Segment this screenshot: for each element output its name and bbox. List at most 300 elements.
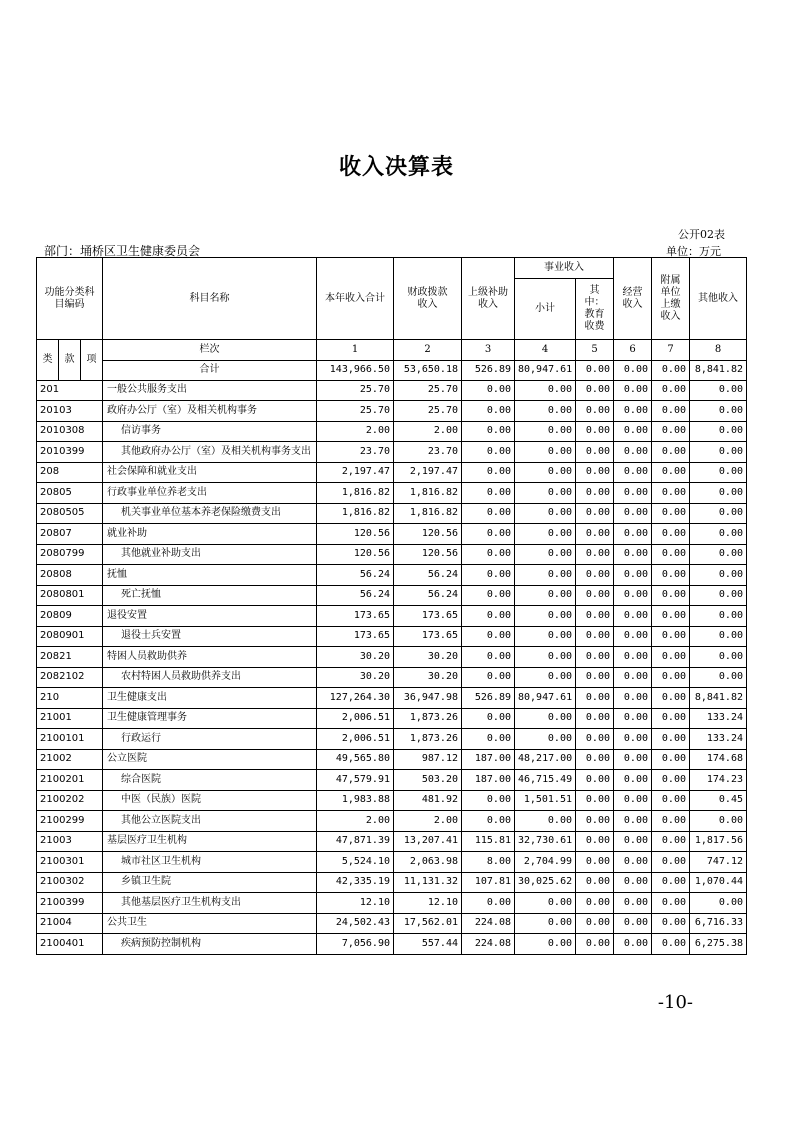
row-code: 2100302 [37, 872, 103, 893]
row-value: 0.00 [614, 729, 652, 750]
row-value: 0.00 [690, 893, 747, 914]
row-name: 其他就业补助支出 [103, 544, 317, 565]
row-value: 0.00 [515, 647, 576, 668]
row-name: 城市社区卫生机构 [103, 852, 317, 873]
row-value: 173.65 [394, 626, 462, 647]
row-value: 6,716.33 [690, 913, 747, 934]
row-value: 0.00 [515, 585, 576, 606]
row-code: 2100201 [37, 770, 103, 791]
row-value: 0.00 [652, 893, 690, 914]
table-row [37, 380, 747, 401]
table-row [37, 749, 747, 770]
row-value: 174.68 [690, 749, 747, 770]
row-name: 疾病预防控制机构 [103, 934, 317, 955]
row-value: 0.00 [614, 503, 652, 524]
row-name: 公立医院 [103, 749, 317, 770]
income-table [36, 257, 747, 955]
row-value: 56.24 [317, 585, 394, 606]
row-value: 481.92 [394, 790, 462, 811]
row-value: 0.00 [652, 401, 690, 422]
row-value: 0.00 [690, 565, 747, 586]
row-name: 综合医院 [103, 770, 317, 791]
row-value: 0.00 [690, 401, 747, 422]
row-value: 23.70 [317, 442, 394, 463]
row-value: 0.00 [614, 770, 652, 791]
col-number: 5 [576, 340, 614, 361]
row-value: 0.00 [614, 606, 652, 627]
row-value: 0.00 [652, 421, 690, 442]
row-value: 1,070.44 [690, 872, 747, 893]
row-value: 0.00 [576, 708, 614, 729]
row-value: 80,947.61 [515, 688, 576, 709]
row-value: 174.23 [690, 770, 747, 791]
row-name: 抚恤 [103, 565, 317, 586]
row-value: 0.00 [576, 483, 614, 504]
row-value: 0.00 [652, 442, 690, 463]
row-value: 0.00 [614, 667, 652, 688]
header-education: 其中：教育收费 [576, 279, 614, 340]
total-cell: 0.00 [576, 360, 614, 380]
row-value: 0.00 [652, 483, 690, 504]
row-value: 0.00 [576, 893, 614, 914]
row-value: 0.00 [576, 831, 614, 852]
row-value: 0.00 [515, 626, 576, 647]
row-value: 0.00 [652, 585, 690, 606]
row-value: 133.24 [690, 708, 747, 729]
row-value: 0.00 [515, 811, 576, 832]
row-value: 1,501.51 [515, 790, 576, 811]
table-row [37, 544, 747, 565]
header-other: 其他收入 [690, 258, 747, 340]
row-value: 25.70 [394, 401, 462, 422]
row-value: 503.20 [394, 770, 462, 791]
department-label: 部门：埇桥区卫生健康委员会 [44, 244, 201, 258]
row-value: 1,816.82 [317, 483, 394, 504]
table-row [37, 688, 747, 709]
row-value: 1,816.82 [317, 503, 394, 524]
row-value: 0.00 [576, 606, 614, 627]
row-value: 173.65 [317, 606, 394, 627]
row-value: 120.56 [394, 524, 462, 545]
row-value: 0.00 [515, 893, 576, 914]
row-value: 187.00 [462, 770, 515, 791]
row-value: 0.00 [614, 688, 652, 709]
row-value: 0.00 [576, 380, 614, 401]
row-value: 747.12 [690, 852, 747, 873]
row-value: 0.00 [462, 380, 515, 401]
row-value: 30,025.62 [515, 872, 576, 893]
row-value: 0.00 [652, 688, 690, 709]
row-value: 0.00 [614, 749, 652, 770]
row-value: 8.00 [462, 852, 515, 873]
row-value: 0.00 [576, 503, 614, 524]
row-name: 一般公共服务支出 [103, 380, 317, 401]
row-value: 133.24 [690, 729, 747, 750]
row-value: 0.00 [462, 442, 515, 463]
row-value: 0.00 [515, 565, 576, 586]
row-value: 2,197.47 [317, 462, 394, 483]
row-value: 127,264.30 [317, 688, 394, 709]
row-code: 2100401 [37, 934, 103, 955]
row-code: 2080799 [37, 544, 103, 565]
row-value: 224.08 [462, 934, 515, 955]
row-value: 0.00 [652, 913, 690, 934]
row-value: 0.00 [515, 401, 576, 422]
row-value: 0.00 [515, 524, 576, 545]
row-value: 557.44 [394, 934, 462, 955]
row-code: 2080505 [37, 503, 103, 524]
row-value: 0.00 [690, 483, 747, 504]
row-value: 526.89 [462, 688, 515, 709]
row-value: 0.00 [515, 708, 576, 729]
row-value: 0.00 [515, 606, 576, 627]
row-code: 2100299 [37, 811, 103, 832]
row-value: 0.00 [515, 462, 576, 483]
row-value: 0.00 [462, 401, 515, 422]
row-value: 0.00 [515, 729, 576, 750]
row-value: 1,817.56 [690, 831, 747, 852]
total-cell: 80,947.61 [515, 360, 576, 380]
col-number: 4 [515, 340, 576, 361]
row-value: 0.00 [515, 421, 576, 442]
row-value: 0.00 [462, 626, 515, 647]
table-row [37, 524, 747, 545]
total-row-label: 合计 [103, 360, 317, 380]
row-value: 25.70 [317, 380, 394, 401]
table-row [37, 462, 747, 483]
row-name: 基层医疗卫生机构 [103, 831, 317, 852]
row-value: 0.00 [462, 503, 515, 524]
total-cell: 0.00 [652, 360, 690, 380]
row-name: 其他基层医疗卫生机构支出 [103, 893, 317, 914]
row-value: 0.00 [462, 524, 515, 545]
row-value: 0.00 [652, 544, 690, 565]
row-value: 0.00 [690, 544, 747, 565]
page-title: 收入决算表 [338, 154, 454, 180]
row-value: 1,816.82 [394, 503, 462, 524]
row-value: 0.00 [462, 544, 515, 565]
header-operating: 经营收入 [614, 258, 652, 340]
form-number: 公开02表 [678, 228, 725, 241]
total-cell: 0.00 [614, 360, 652, 380]
row-value: 0.00 [576, 729, 614, 750]
row-value: 0.00 [614, 462, 652, 483]
row-value: 0.00 [690, 606, 747, 627]
row-name: 公共卫生 [103, 913, 317, 934]
row-value: 11,131.32 [394, 872, 462, 893]
row-value: 23.70 [394, 442, 462, 463]
row-value: 0.00 [652, 462, 690, 483]
row-name: 退役士兵安置 [103, 626, 317, 647]
row-code: 20809 [37, 606, 103, 627]
table-row [37, 401, 747, 422]
table-row [37, 708, 747, 729]
table-row [37, 647, 747, 668]
row-value: 0.00 [690, 380, 747, 401]
row-value: 0.00 [652, 524, 690, 545]
col-number: 1 [317, 340, 394, 361]
row-code: 201 [37, 380, 103, 401]
table-row [37, 565, 747, 586]
row-value: 0.00 [576, 934, 614, 955]
unit-label: 单位：万元 [666, 245, 721, 258]
row-value: 5,524.10 [317, 852, 394, 873]
row-value: 12.10 [394, 893, 462, 914]
row-value: 0.00 [462, 811, 515, 832]
row-code: 2010308 [37, 421, 103, 442]
row-value: 0.00 [652, 667, 690, 688]
header-lanci: 栏次 [103, 340, 317, 361]
row-value: 2.00 [317, 811, 394, 832]
row-code: 208 [37, 462, 103, 483]
row-value: 107.81 [462, 872, 515, 893]
row-value: 0.00 [614, 421, 652, 442]
table-row [37, 626, 747, 647]
col-number: 8 [690, 340, 747, 361]
row-value: 47,871.39 [317, 831, 394, 852]
row-value: 47,579.91 [317, 770, 394, 791]
table-row [37, 934, 747, 955]
row-value: 0.00 [614, 708, 652, 729]
row-value: 30.20 [317, 647, 394, 668]
table-row [37, 831, 747, 852]
row-value: 49,565.80 [317, 749, 394, 770]
row-value: 0.00 [614, 647, 652, 668]
row-code: 20808 [37, 565, 103, 586]
row-value: 0.00 [576, 524, 614, 545]
row-value: 0.00 [515, 483, 576, 504]
total-cell: 53,650.18 [394, 360, 462, 380]
table-row [37, 503, 747, 524]
row-value: 0.00 [576, 442, 614, 463]
row-value: 0.00 [614, 913, 652, 934]
row-value: 0.00 [614, 893, 652, 914]
row-value: 0.00 [614, 585, 652, 606]
row-name: 行政运行 [103, 729, 317, 750]
table-row [37, 729, 747, 750]
row-value: 0.00 [690, 667, 747, 688]
row-value: 2.00 [317, 421, 394, 442]
row-value: 0.00 [515, 503, 576, 524]
row-name: 中医（民族）医院 [103, 790, 317, 811]
row-value: 0.00 [652, 647, 690, 668]
table-row [37, 585, 747, 606]
row-value: 0.00 [690, 462, 747, 483]
row-value: 0.00 [652, 831, 690, 852]
row-value: 1,983.88 [317, 790, 394, 811]
row-code: 20805 [37, 483, 103, 504]
row-name: 社会保障和就业支出 [103, 462, 317, 483]
row-value: 0.00 [652, 811, 690, 832]
row-value: 0.00 [576, 565, 614, 586]
row-value: 120.56 [394, 544, 462, 565]
row-code: 20821 [37, 647, 103, 668]
row-value: 0.00 [462, 585, 515, 606]
row-code: 2100202 [37, 790, 103, 811]
row-value: 0.00 [614, 790, 652, 811]
row-name: 其他公立医院支出 [103, 811, 317, 832]
row-value: 56.24 [394, 585, 462, 606]
row-code: 21003 [37, 831, 103, 852]
row-value: 0.00 [515, 667, 576, 688]
total-cell: 8,841.82 [690, 360, 747, 380]
row-value: 0.00 [462, 483, 515, 504]
row-value: 56.24 [317, 565, 394, 586]
row-value: 7,056.90 [317, 934, 394, 955]
row-value: 0.00 [614, 401, 652, 422]
row-value: 42,335.19 [317, 872, 394, 893]
row-value: 2,006.51 [317, 708, 394, 729]
row-value: 0.00 [614, 852, 652, 873]
row-value: 0.00 [690, 626, 747, 647]
row-name: 机关事业单位基本养老保险缴费支出 [103, 503, 317, 524]
row-code: 21001 [37, 708, 103, 729]
row-value: 0.00 [652, 749, 690, 770]
row-value: 0.00 [576, 544, 614, 565]
row-name: 信访事务 [103, 421, 317, 442]
table-row [37, 770, 747, 791]
row-value: 0.00 [652, 852, 690, 873]
table-row [37, 790, 747, 811]
row-code: 21002 [37, 749, 103, 770]
header-business: 事业收入 [515, 258, 614, 279]
row-value: 12.10 [317, 893, 394, 914]
row-value: 0.00 [690, 524, 747, 545]
row-value: 0.00 [652, 626, 690, 647]
row-code: 2080801 [37, 585, 103, 606]
col-number: 7 [652, 340, 690, 361]
row-value: 32,730.61 [515, 831, 576, 852]
row-value: 0.00 [576, 913, 614, 934]
row-value: 46,715.49 [515, 770, 576, 791]
header-fiscal: 财政拨款收入 [394, 258, 462, 340]
header-code-group: 功能分类科目编码 [37, 258, 103, 340]
row-name: 卫生健康管理事务 [103, 708, 317, 729]
col-number: 3 [462, 340, 515, 361]
col-number: 2 [394, 340, 462, 361]
row-value: 0.00 [652, 380, 690, 401]
row-value: 0.00 [462, 647, 515, 668]
table-row [37, 442, 747, 463]
row-value: 0.00 [652, 790, 690, 811]
row-value: 0.00 [614, 565, 652, 586]
row-name: 死亡抚恤 [103, 585, 317, 606]
row-value: 0.00 [515, 380, 576, 401]
row-value: 0.00 [462, 790, 515, 811]
row-name: 乡镇卫生院 [103, 872, 317, 893]
row-value: 0.00 [576, 688, 614, 709]
row-value: 56.24 [394, 565, 462, 586]
row-name: 特困人员救助供养 [103, 647, 317, 668]
row-value: 0.00 [614, 442, 652, 463]
row-value: 0.00 [576, 749, 614, 770]
row-value: 30.20 [394, 667, 462, 688]
row-value: 0.00 [576, 790, 614, 811]
row-value: 0.00 [652, 708, 690, 729]
row-code: 2100399 [37, 893, 103, 914]
row-value: 0.00 [614, 626, 652, 647]
row-code: 2082102 [37, 667, 103, 688]
row-code: 2100101 [37, 729, 103, 750]
row-value: 0.00 [576, 626, 614, 647]
row-value: 0.00 [614, 811, 652, 832]
row-value: 0.00 [652, 503, 690, 524]
row-name: 其他政府办公厅（室）及相关机构事务支出 [103, 442, 317, 463]
table-row [37, 667, 747, 688]
row-value: 0.00 [576, 462, 614, 483]
row-value: 120.56 [317, 544, 394, 565]
row-name: 卫生健康支出 [103, 688, 317, 709]
row-value: 2.00 [394, 421, 462, 442]
row-value: 0.00 [462, 893, 515, 914]
row-code: 2010399 [37, 442, 103, 463]
row-value: 0.00 [614, 831, 652, 852]
row-value: 0.45 [690, 790, 747, 811]
row-value: 48,217.00 [515, 749, 576, 770]
row-name: 政府办公厅（室）及相关机构事务 [103, 401, 317, 422]
row-value: 0.00 [690, 442, 747, 463]
header-superior: 上级补助收入 [462, 258, 515, 340]
row-value: 120.56 [317, 524, 394, 545]
row-value: 115.81 [462, 831, 515, 852]
row-value: 0.00 [690, 421, 747, 442]
row-value: 0.00 [515, 934, 576, 955]
total-cell: 526.89 [462, 360, 515, 380]
header-name: 科目名称 [103, 258, 317, 340]
page-number: -10- [657, 992, 693, 1013]
row-value: 0.00 [576, 667, 614, 688]
row-value: 0.00 [690, 811, 747, 832]
row-value: 0.00 [576, 852, 614, 873]
row-value: 0.00 [462, 729, 515, 750]
table-row [37, 872, 747, 893]
row-value: 0.00 [652, 606, 690, 627]
row-value: 0.00 [690, 585, 747, 606]
row-value: 0.00 [614, 483, 652, 504]
col-number: 6 [614, 340, 652, 361]
row-value: 0.00 [690, 503, 747, 524]
table-row [37, 893, 747, 914]
table-row [37, 811, 747, 832]
row-value: 1,873.26 [394, 729, 462, 750]
row-value: 0.00 [462, 708, 515, 729]
row-value: 0.00 [614, 872, 652, 893]
header-xiang: 项 [81, 340, 103, 381]
row-value: 2,006.51 [317, 729, 394, 750]
header-subtotal: 小计 [515, 279, 576, 340]
row-value: 0.00 [515, 544, 576, 565]
row-value: 0.00 [652, 770, 690, 791]
row-value: 224.08 [462, 913, 515, 934]
row-name: 就业补助 [103, 524, 317, 545]
table-row [37, 421, 747, 442]
row-value: 17,562.01 [394, 913, 462, 934]
row-name: 农村特困人员救助供养支出 [103, 667, 317, 688]
header-affiliated: 附属单位上缴收入 [652, 258, 690, 340]
table-row [37, 606, 747, 627]
row-value: 0.00 [515, 442, 576, 463]
row-value: 0.00 [462, 565, 515, 586]
row-value: 25.70 [394, 380, 462, 401]
row-value: 13,207.41 [394, 831, 462, 852]
table-row [37, 852, 747, 873]
row-value: 0.00 [614, 524, 652, 545]
row-value: 2.00 [394, 811, 462, 832]
row-value: 0.00 [652, 729, 690, 750]
header-total: 本年收入合计 [317, 258, 394, 340]
row-value: 0.00 [614, 544, 652, 565]
row-value: 0.00 [652, 934, 690, 955]
